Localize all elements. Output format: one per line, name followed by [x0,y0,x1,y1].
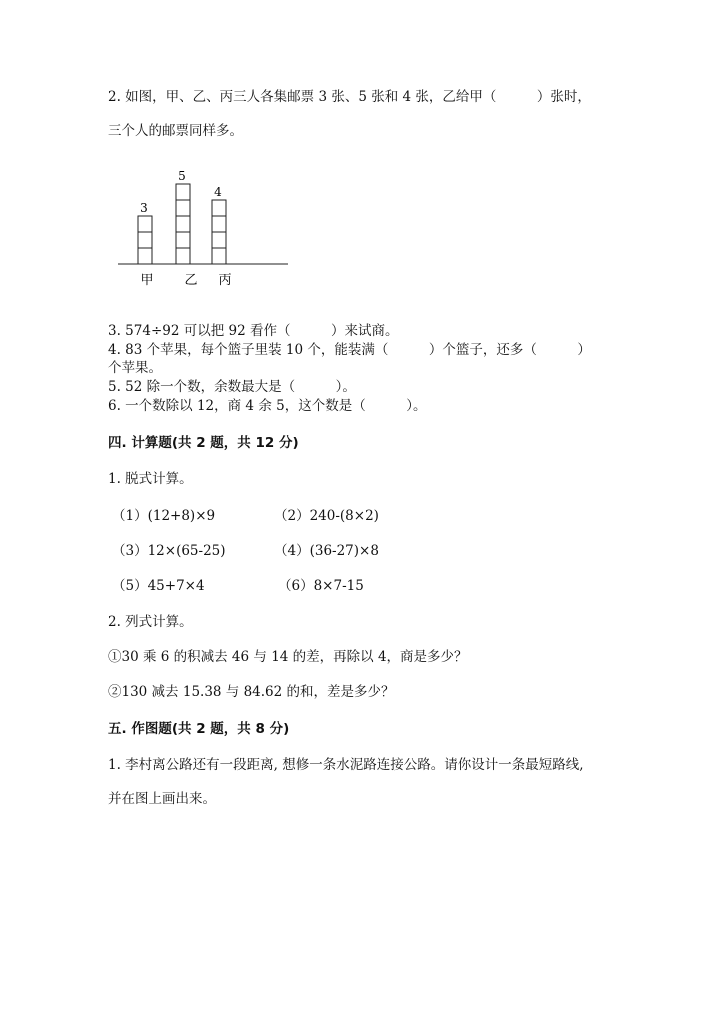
expr-3: （3）12×(65-25) [112,543,226,559]
stamp-cell-yi [176,216,190,232]
stamp-cell-jia [138,216,152,232]
name-label-jia: 甲 [140,273,154,288]
expr-5: （5）45+7×4 [112,578,205,594]
q4-line2: 个苹果。 [108,360,162,376]
expr-1: （1）(12+8)×9 [112,508,216,524]
stamp-cell-bing [212,232,226,248]
stamp-cell-jia [138,248,152,264]
value-label-jia: 3 [140,201,148,215]
stamp-cell-yi [176,200,190,216]
stamp-cell-yi [176,184,190,200]
expr-6: （6）8×7-15 [278,578,364,594]
expr-2: （2）240-(8×2) [274,508,379,524]
drawing-q1-line1: 1. 李村离公路还有一段距离, 想修一条水泥路连接公路。请你设计一条最短路线, [108,757,584,773]
value-label-yi: 5 [178,169,186,183]
section4-heading: 四. 计算题(共 2 题，共 12 分) [108,435,299,451]
equation-item-2: ②130 减去 15.38 与 84.62 的和，差是多少？ [108,684,395,700]
name-label-bing: 丙 [218,273,232,288]
drawing-q1-line2: 并在图上画出来。 [108,791,216,807]
expr-4: （4）(36-27)×8 [274,543,379,559]
name-label-yi: 乙 [184,273,198,288]
q2-line2: 三个人的邮票同样多。 [108,123,243,139]
equation-item-1: ①30 乘 6 的积减去 46 与 14 的差，再除以 4，商是多少？ [108,649,468,665]
section5-heading: 五. 作图题(共 2 题，共 8 分) [108,721,290,737]
stamp-cell-jia [138,232,152,248]
q3-text: 3. 574÷92 可以把 92 看作（ ）来试商。 [108,323,399,339]
stamp-cell-bing [212,200,226,216]
value-label-bing: 4 [214,185,222,199]
stamp-figure [112,168,292,292]
stamp-cell-bing [212,216,226,232]
q6-text: 6. 一个数除以 12，商 4 余 5，这个数是（ ）。 [108,398,427,414]
equation-title: 2. 列式计算。 [108,614,193,630]
q4-line1: 4. 83 个苹果，每个篮子里装 10 个，能装满（ ）个篮子，还多（ ） [108,342,591,358]
stamp-cell-bing [212,248,226,264]
calc-title: 1. 脱式计算。 [108,471,193,487]
q2-line1: 2. 如图，甲、乙、丙三人各集邮票 3 张、5 张和 4 张，乙给甲（ ）张时， [108,89,591,105]
stamp-cell-yi [176,248,190,264]
stamp-cell-yi [176,232,190,248]
q5-text: 5. 52 除一个数，余数最大是（ ）。 [108,379,356,395]
